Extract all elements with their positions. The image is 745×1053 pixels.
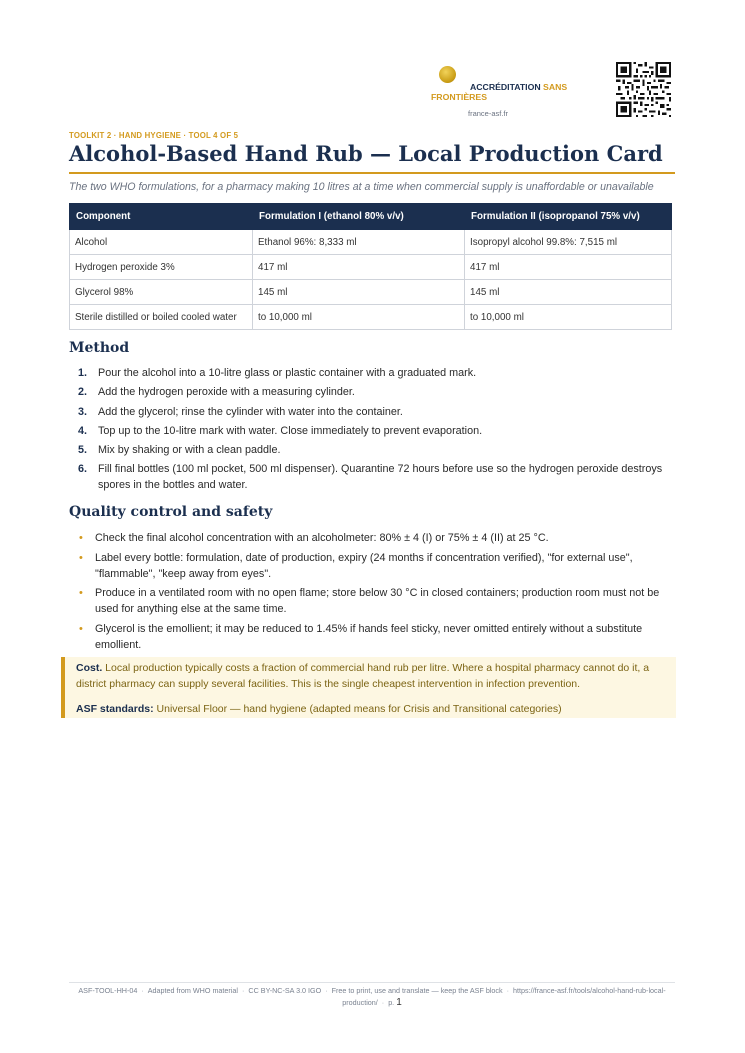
table-cell: Hydrogen peroxide 3% [70, 255, 253, 280]
bullet-icon: • [79, 622, 83, 635]
formulation-table [69, 203, 672, 330]
step-number: 6. [78, 463, 88, 476]
method-heading: Method [69, 340, 130, 356]
table-cell: 417 ml [253, 255, 465, 280]
list-item [69, 585, 675, 617]
table-cell: Alcohol [70, 230, 253, 255]
cost-note [76, 660, 676, 692]
table-cell: to 10,000 ml [253, 305, 465, 330]
step-text: Pour the alcohol into a 10-litre glass or plastic container with a graduated mark. [98, 367, 477, 379]
table-header-row [70, 204, 672, 230]
table-cell: 145 ml [465, 280, 672, 305]
bullet-icon: • [79, 532, 83, 544]
table-cell: to 10,000 ml [465, 305, 672, 330]
footer-page-number: 1 [396, 997, 402, 1008]
brand-name [431, 82, 591, 102]
toolkit-kicker: TOOLKIT 2 · HAND HYGIENE · TOOL 4 OF 5 [69, 131, 239, 140]
list-item [69, 550, 675, 582]
asf-standards-note [76, 701, 676, 717]
cost-label: Cost. [76, 662, 103, 674]
page-footer: ASF-TOOL-HH-04 · Adapted from WHO material · CC BY-NC-SA 3.0 IGO · Free to print, use and translate — keep the ASF block · https://france-asf.fr/tools/alcohol-hand-rub-local-production/ · p. 1 [78, 986, 666, 1008]
quality-list [69, 530, 675, 656]
list-item [69, 461, 675, 493]
qr-code-icon [616, 62, 671, 117]
table-row [70, 305, 672, 330]
step-number: 1. [78, 367, 88, 379]
table-row [70, 255, 672, 280]
brand-name-part1: ACCRÉDITATION [470, 82, 541, 92]
cost-callout [61, 657, 676, 718]
asf-standards-label: ASF standards: [76, 703, 154, 715]
asf-standards-text: Universal Floor — hand hygiene (adapted means for Crisis and Transitional categories) [153, 703, 562, 715]
table-row [70, 230, 672, 255]
table-cell: Sterile distilled or boiled cooled water [70, 305, 253, 330]
list-item [69, 365, 675, 381]
table-cell: Isopropyl alcohol 99.8%: 7,515 ml [465, 230, 672, 255]
list-item [69, 530, 675, 546]
page-subtitle: The two WHO formulations, for a pharmacy making 10 litres at a time when commercial supply is unaffordable or unavailable [69, 181, 654, 193]
step-text: Fill final bottles (100 ml pocket, 500 ml dispenser). Quarantine 72 hours before use so the hydrogen peroxide destroys spores in the bottles and water. [98, 463, 663, 492]
table-cell: 145 ml [253, 280, 465, 305]
step-text: Add the glycerol; rinse the cylinder with water into the container. [98, 405, 403, 418]
step-number: 5. [78, 444, 88, 457]
step-text: Mix by shaking or with a clean paddle. [98, 444, 281, 457]
footer-license: CC BY-NC-SA 3.0 IGO [248, 986, 322, 995]
step-text: Add the hydrogen peroxide with a measuring cylinder. [98, 386, 355, 399]
list-item-text: Produce in a ventilated room with no open flame; store below 30 °C in closed containers; production room must not be used for anything else at the same time. [95, 587, 660, 615]
list-item [69, 442, 675, 458]
table-cell: Ethanol 96%: 8,333 ml [253, 230, 465, 255]
title-divider [69, 172, 675, 174]
brand-name-part2: SANS FRONTIÈRES [431, 82, 568, 102]
footer-doc-code: ASF-TOOL-HH-04 [78, 986, 138, 995]
column-header-formulation-2: Formulation II (isopropanol 75% v/v) [465, 204, 672, 230]
table-cell: 417 ml [465, 255, 672, 280]
step-text: Top up to the 10-litre mark with water. Close immediately to prevent evaporation. [98, 424, 483, 437]
table-row [70, 280, 672, 305]
page-title: Alcohol-Based Hand Rub — Local Production Card [69, 141, 663, 166]
method-steps [69, 365, 675, 497]
brand-url: france-asf.fr [468, 109, 509, 118]
list-item [69, 621, 675, 653]
list-item-text: Check the final alcohol concentration with an alcoholmeter: 80% ± 4 (I) or 75% ± 4 (II) at 25 °C. [95, 532, 549, 544]
list-item [69, 404, 675, 420]
footer-permission: Free to print, use and translate — keep the ASF block [331, 986, 503, 995]
step-number: 2. [78, 386, 88, 399]
list-item-text: Glycerol is the emollient; it may be reduced to 1.45% if hands feel sticky, never omitted entirely without a substitute emollient. [95, 622, 643, 651]
column-header-formulation-1: Formulation I (ethanol 80% v/v) [253, 204, 465, 230]
cost-text: Local production typically costs a fraction of commercial hand rub per litre. Where a hospital pharmacy cannot do it, a district pharmacy can supply several facilities. This is the single cheapest intervention in infection prevention. [76, 662, 650, 690]
footer-divider [69, 982, 675, 983]
quality-heading: Quality control and safety [69, 504, 273, 520]
bullet-icon: • [79, 551, 83, 564]
footer-page-prefix: p. [388, 998, 395, 1007]
step-number: 4. [78, 424, 88, 437]
footer-url[interactable]: https://france-asf.fr/tools/alcohol-hand-rub-local-production/ [342, 986, 666, 1007]
asf-logo-icon [439, 66, 456, 83]
list-item-text: Label every bottle: formulation, date of production, expiry (24 months if concentration verified), "for external use", "flammable", "keep away from eyes". [95, 551, 633, 580]
column-header-component: Component [70, 204, 253, 230]
step-number: 3. [78, 405, 88, 418]
list-item [69, 423, 675, 439]
bullet-icon: • [79, 587, 83, 599]
list-item [69, 384, 675, 400]
table-cell: Glycerol 98% [70, 280, 253, 305]
footer-source: Adapted from WHO material [147, 986, 239, 995]
